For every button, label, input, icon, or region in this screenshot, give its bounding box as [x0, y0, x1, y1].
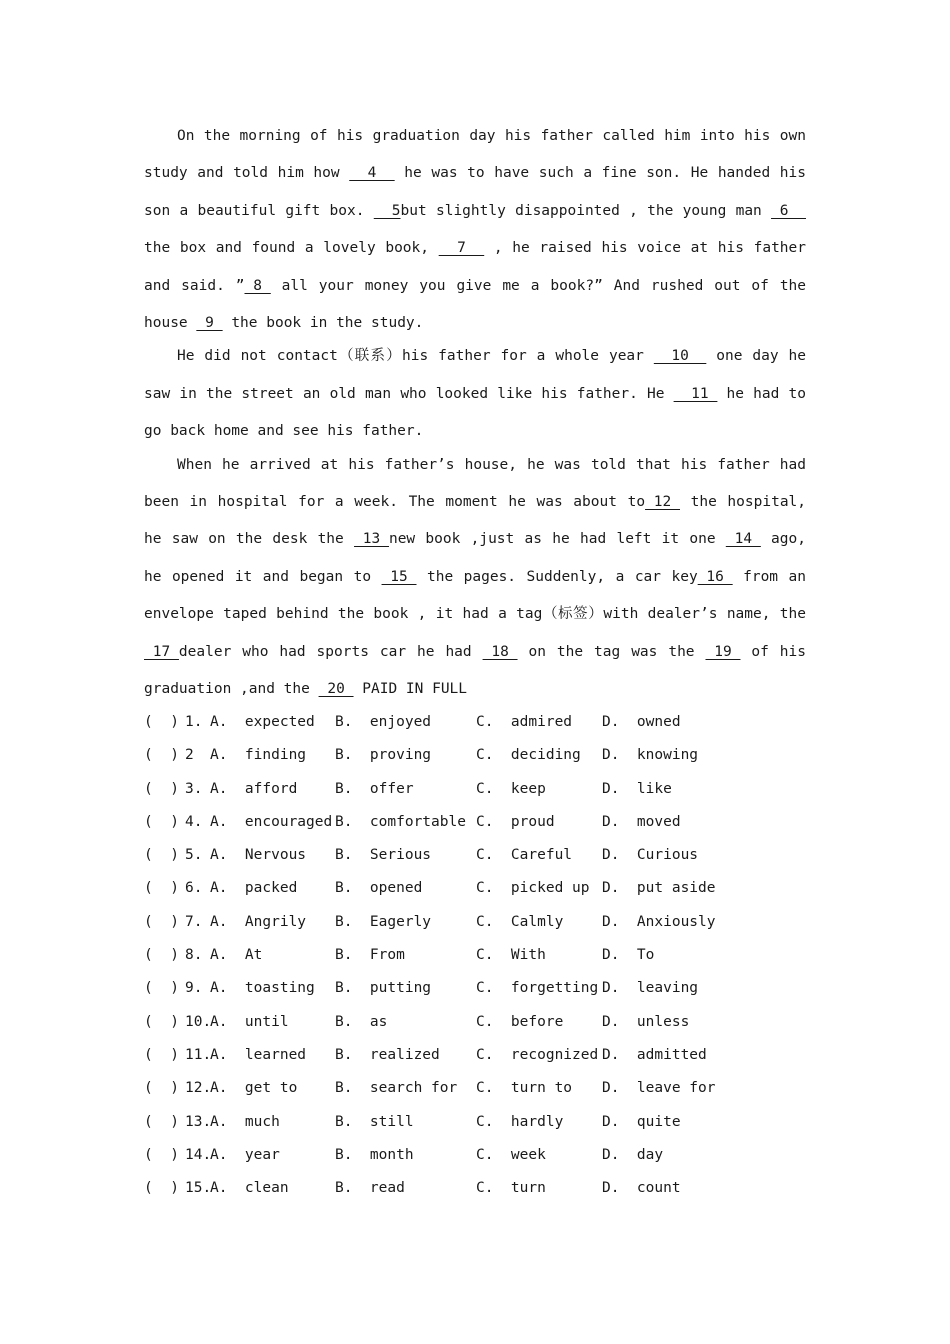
option-b: B. opened [335, 880, 423, 897]
question-row [144, 773, 844, 806]
answer-paren: ( ) [144, 1113, 179, 1130]
passage-text: from an envelope taped behind the book , it had a tag（标签）with dealer’s name, the [144, 568, 806, 623]
cloze-passage [144, 118, 806, 709]
blank-7: _7_ [438, 240, 485, 257]
paragraph-2 [144, 338, 806, 450]
blank-6: _6_ [771, 202, 806, 219]
option-b: B. proving [335, 747, 432, 764]
option-d: D. leave for [602, 1080, 716, 1097]
option-d: D. moved [602, 813, 681, 830]
option-c: C. picked up [476, 880, 590, 897]
option-d: D. put aside [602, 880, 716, 897]
option-c: C. proud [476, 813, 555, 830]
question-number: 7. [185, 913, 203, 930]
answer-paren: ( ) [144, 1146, 179, 1163]
answer-paren: ( ) [144, 947, 179, 964]
option-c: C. forgetting [476, 980, 599, 997]
option-b: B. From [335, 947, 405, 964]
question-row [144, 906, 844, 939]
question-number: 8. [185, 947, 203, 964]
question-row [144, 1106, 844, 1139]
option-b: B. still [335, 1113, 414, 1130]
option-c: C. With [476, 947, 546, 964]
blank-14: _14_ [725, 531, 761, 548]
option-a: A. finding [210, 747, 307, 764]
blank-19: _19_ [705, 643, 741, 660]
option-c: C. hardly [476, 1113, 564, 1130]
option-a: A. afford [210, 780, 298, 797]
option-c: C. keep [476, 780, 546, 797]
passage-text: the hospital, he saw on the desk the [144, 494, 807, 548]
option-d: D. unless [602, 1013, 690, 1030]
question-row [144, 706, 844, 739]
question-row [144, 739, 844, 772]
blank-13: _13_ [354, 531, 389, 548]
option-b: B. offer [335, 780, 414, 797]
question-row [144, 939, 844, 972]
passage-text: all your money you give me a book?” And rushed out of the house [144, 277, 807, 332]
question-number: 2 [185, 747, 194, 764]
answer-paren: ( ) [144, 1080, 179, 1097]
passage-text: the pages. Suddenly, a car key [416, 568, 698, 585]
passage-text: dealer who had sports car he had [178, 643, 483, 660]
question-row [144, 1172, 844, 1205]
passage-text: , he raised his voice at his father and said. ” [144, 240, 806, 294]
option-d: D. knowing [602, 747, 699, 764]
option-d: D. owned [602, 714, 681, 730]
blank-12: _12_ [645, 494, 680, 511]
question-number: 4. [185, 813, 203, 830]
answer-paren: ( ) [144, 780, 179, 797]
option-c: C. admired [476, 714, 573, 730]
option-a: A. clean [210, 1180, 289, 1197]
blank-11: __11_ [673, 385, 718, 402]
answer-paren: ( ) [144, 880, 179, 897]
question-number: 6. [185, 880, 203, 897]
option-d: D. quite [602, 1113, 681, 1130]
option-b: B. month [335, 1146, 414, 1163]
answer-paren: ( ) [144, 1180, 179, 1197]
question-number: 10. [185, 1013, 212, 1030]
option-b: B. Serious [335, 847, 432, 864]
blank-10: __10__ [653, 348, 707, 365]
blank-17: _17_ [144, 643, 179, 660]
option-c: C. deciding [476, 747, 581, 764]
question-row [144, 839, 844, 872]
passage-text: When he arrived at his father’s house, he was told that his father had been in hospital for a week. The moment he was about to [144, 456, 806, 511]
question-row [144, 1006, 844, 1039]
blank-5: _5 [373, 202, 401, 219]
option-a: A. packed [210, 880, 298, 897]
passage-text: new book ,just as he had left it one [388, 531, 726, 548]
question-row [144, 1139, 844, 1172]
blank-16: _16_ [697, 568, 733, 585]
passage-text: on the tag was the [517, 643, 706, 660]
option-c: C. Calmly [476, 913, 564, 930]
blank-8: _8_ [244, 277, 271, 294]
option-b: B. putting [335, 980, 432, 997]
option-d: D. Anxiously [602, 913, 716, 930]
option-c: C. turn [476, 1180, 546, 1197]
question-row [144, 806, 844, 839]
option-a: A. get to [210, 1080, 298, 1097]
option-a: A. Nervous [210, 847, 307, 864]
option-a: A. until [210, 1013, 289, 1030]
question-number: 14. [185, 1146, 212, 1163]
passage-text: He did not contact（联系）his father for a whole year [177, 348, 654, 365]
blank-4: _4_ [349, 165, 395, 182]
option-d: D. like [602, 780, 672, 797]
option-d: D. To [602, 947, 655, 964]
question-number: 15. [185, 1180, 212, 1197]
question-row [144, 1072, 844, 1105]
option-a: A. much [210, 1113, 280, 1130]
passage-text: PAID IN FULL [353, 681, 468, 698]
option-b: B. read [335, 1180, 405, 1197]
passage-text: he was to have such a fine son. He handed his son a beautiful gift box. [144, 165, 806, 219]
question-number: 5. [185, 847, 203, 864]
option-d: D. leaving [602, 980, 699, 997]
blank-9: _9_ [196, 315, 223, 332]
question-number: 12. [185, 1080, 212, 1097]
option-a: A. expected [210, 714, 315, 730]
answer-paren: ( ) [144, 813, 179, 830]
option-c: C. before [476, 1013, 564, 1030]
option-b: B. enjoyed [335, 714, 432, 730]
passage-text: ago, he opened it and began to [144, 531, 806, 585]
option-c: C. recognized [476, 1046, 599, 1063]
option-a: A. Angrily [210, 913, 307, 930]
passage-text: On the morning of his graduation day his father called him into his own study and told him how [144, 128, 806, 182]
option-a: A. year [210, 1146, 280, 1163]
answer-paren: ( ) [144, 1013, 179, 1030]
option-a: A. encouraged [210, 813, 333, 830]
option-b: B. comfortable [335, 813, 466, 830]
option-d: D. day [602, 1146, 664, 1163]
answer-paren: ( ) [144, 1046, 179, 1063]
passage-text: one day he saw in the street an old man who looked like his father. He [144, 348, 806, 402]
question-number: 1. [185, 714, 203, 730]
answer-paren: ( ) [144, 913, 179, 930]
blank-15: _15_ [381, 568, 417, 585]
option-b: B. search for [335, 1080, 458, 1097]
question-row [144, 972, 844, 1005]
blank-18: _18_ [482, 643, 518, 660]
question-number: 9. [185, 980, 203, 997]
option-c: C. Careful [476, 847, 573, 864]
paragraph-1 [144, 118, 806, 342]
passage-text: he had to go back home and see his father. [144, 385, 806, 440]
option-a: A. At [210, 947, 263, 964]
option-c: C. turn to [476, 1080, 573, 1097]
question-number: 3. [185, 780, 203, 797]
question-row [144, 1039, 844, 1072]
question-number: 11. [185, 1046, 212, 1063]
question-options-list [144, 706, 844, 1205]
option-b: B. Eagerly [335, 913, 432, 930]
answer-paren: ( ) [144, 847, 179, 864]
option-d: D. count [602, 1180, 681, 1197]
question-number: 13. [185, 1113, 212, 1130]
option-b: B. realized [335, 1046, 440, 1063]
option-a: A. toasting [210, 980, 315, 997]
option-a: A. learned [210, 1046, 307, 1063]
question-row [144, 872, 844, 905]
answer-paren: ( ) [144, 980, 179, 997]
passage-text: of his graduation ,and the [144, 643, 806, 698]
passage-text: but slightly disappointed , the young man [400, 202, 772, 219]
paragraph-3 [144, 447, 806, 709]
blank-20: _20_ [318, 681, 354, 698]
answer-paren: ( ) [144, 714, 179, 730]
passage-text: the book in the study. [222, 315, 424, 332]
option-c: C. week [476, 1146, 546, 1163]
answer-paren: ( ) [144, 747, 179, 764]
option-d: D. admitted [602, 1046, 707, 1063]
option-b: B. as [335, 1013, 388, 1030]
passage-text: the box and found a lovely book, [144, 240, 439, 257]
option-d: D. Curious [602, 847, 699, 864]
